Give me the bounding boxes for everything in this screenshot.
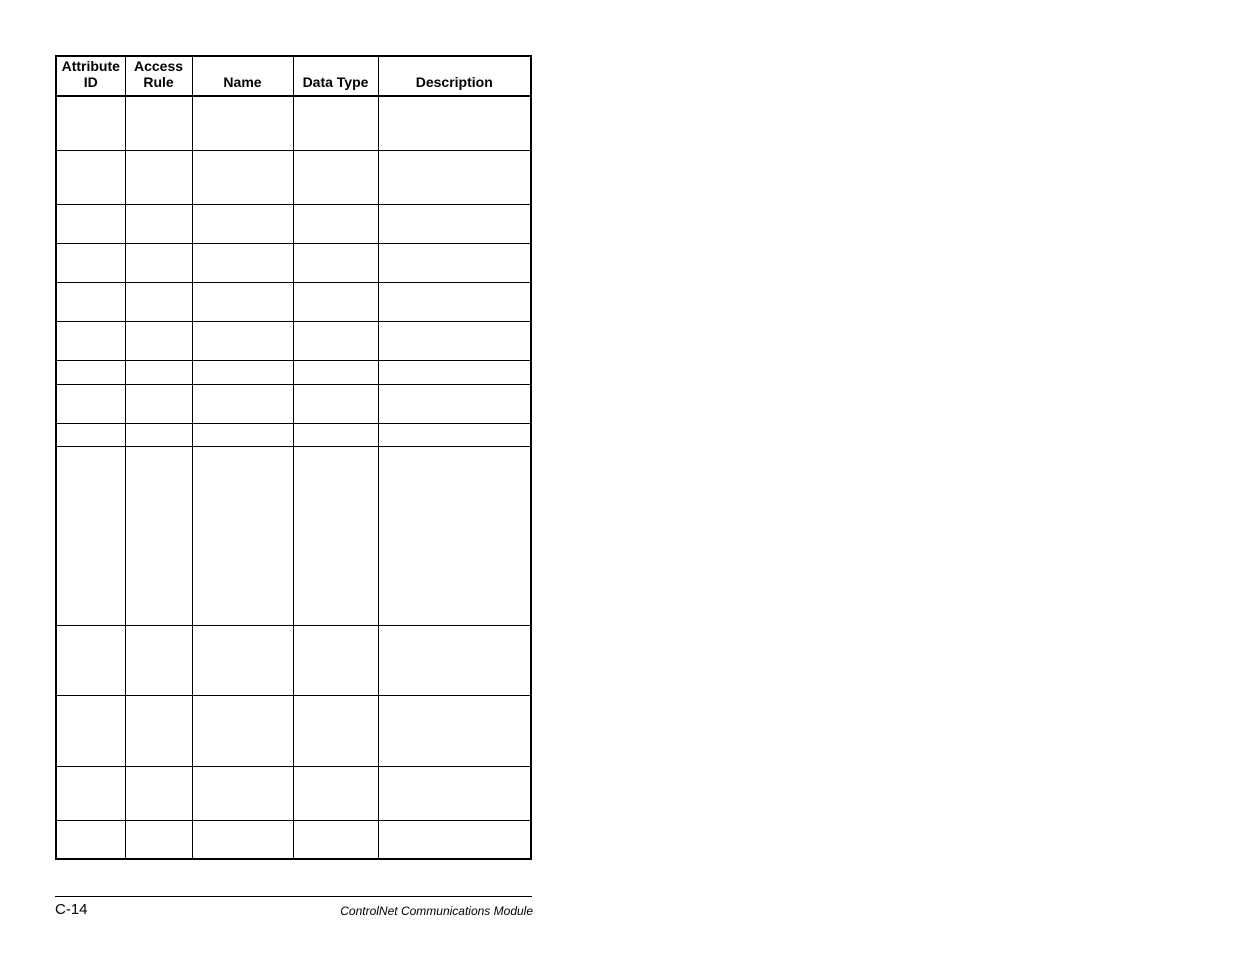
cell-attribute-id bbox=[56, 766, 125, 820]
footer-rule bbox=[55, 896, 532, 897]
cell-access-rule bbox=[125, 360, 192, 384]
table-row bbox=[56, 446, 531, 625]
cell-attribute-id bbox=[56, 360, 125, 384]
cell-name bbox=[192, 446, 293, 625]
cell-attribute-id bbox=[56, 282, 125, 321]
cell-data-type bbox=[293, 446, 378, 625]
table-row bbox=[56, 96, 531, 150]
cell-attribute-id bbox=[56, 820, 125, 859]
table-row bbox=[56, 243, 531, 282]
cell-attribute-id bbox=[56, 243, 125, 282]
cell-access-rule bbox=[125, 423, 192, 446]
table-row bbox=[56, 625, 531, 695]
cell-access-rule bbox=[125, 446, 192, 625]
cell-data-type bbox=[293, 321, 378, 360]
table-body bbox=[56, 96, 531, 859]
attribute-table bbox=[55, 55, 532, 860]
header-attribute-id-line2: ID bbox=[83, 74, 98, 90]
cell-access-rule bbox=[125, 96, 192, 150]
cell-access-rule bbox=[125, 282, 192, 321]
cell-data-type bbox=[293, 384, 378, 423]
table-row bbox=[56, 384, 531, 423]
cell-description bbox=[378, 625, 531, 695]
header-name: Name bbox=[192, 56, 293, 96]
cell-name bbox=[192, 204, 293, 243]
table-row bbox=[56, 820, 531, 859]
header-attribute-id-line1: Attribute bbox=[61, 58, 120, 74]
cell-attribute-id bbox=[56, 625, 125, 695]
cell-attribute-id bbox=[56, 96, 125, 150]
page-number: C-14 bbox=[55, 901, 88, 918]
cell-name bbox=[192, 150, 293, 204]
cell-access-rule bbox=[125, 766, 192, 820]
table-row bbox=[56, 204, 531, 243]
cell-description bbox=[378, 282, 531, 321]
cell-attribute-id bbox=[56, 423, 125, 446]
cell-data-type bbox=[293, 423, 378, 446]
cell-name bbox=[192, 695, 293, 766]
cell-description bbox=[378, 423, 531, 446]
cell-description bbox=[378, 96, 531, 150]
cell-description bbox=[378, 766, 531, 820]
cell-access-rule bbox=[125, 695, 192, 766]
table-row bbox=[56, 150, 531, 204]
cell-name bbox=[192, 96, 293, 150]
cell-description bbox=[378, 446, 531, 625]
table-row bbox=[56, 282, 531, 321]
cell-attribute-id bbox=[56, 695, 125, 766]
cell-description bbox=[378, 820, 531, 859]
cell-data-type bbox=[293, 360, 378, 384]
cell-access-rule bbox=[125, 820, 192, 859]
cell-access-rule bbox=[125, 321, 192, 360]
table-row bbox=[56, 360, 531, 384]
cell-description bbox=[378, 150, 531, 204]
cell-data-type bbox=[293, 204, 378, 243]
cell-name bbox=[192, 243, 293, 282]
cell-data-type bbox=[293, 625, 378, 695]
table-row bbox=[56, 766, 531, 820]
cell-access-rule bbox=[125, 625, 192, 695]
cell-name bbox=[192, 384, 293, 423]
cell-name bbox=[192, 321, 293, 360]
header-access-rule-line1: Access bbox=[133, 58, 184, 74]
footer-document-title: ControlNet Communications Module bbox=[340, 904, 533, 918]
header-description: Description bbox=[378, 56, 531, 96]
cell-name bbox=[192, 766, 293, 820]
cell-name bbox=[192, 423, 293, 446]
header-access-rule-line2: Rule bbox=[143, 74, 174, 90]
table-row bbox=[56, 695, 531, 766]
cell-access-rule bbox=[125, 150, 192, 204]
cell-description bbox=[378, 204, 531, 243]
cell-data-type bbox=[293, 766, 378, 820]
cell-description bbox=[378, 384, 531, 423]
cell-description bbox=[378, 321, 531, 360]
table-row bbox=[56, 423, 531, 446]
cell-name bbox=[192, 820, 293, 859]
cell-data-type bbox=[293, 150, 378, 204]
cell-access-rule bbox=[125, 384, 192, 423]
cell-name bbox=[192, 360, 293, 384]
cell-description bbox=[378, 695, 531, 766]
table-header-row bbox=[56, 56, 531, 96]
header-access-rule bbox=[125, 56, 192, 96]
cell-data-type bbox=[293, 96, 378, 150]
cell-description bbox=[378, 360, 531, 384]
cell-description bbox=[378, 243, 531, 282]
cell-name bbox=[192, 282, 293, 321]
cell-data-type bbox=[293, 243, 378, 282]
header-data-type: Data Type bbox=[293, 56, 378, 96]
cell-data-type bbox=[293, 820, 378, 859]
cell-attribute-id bbox=[56, 446, 125, 625]
cell-attribute-id bbox=[56, 384, 125, 423]
header-attribute-id bbox=[56, 56, 125, 96]
cell-attribute-id bbox=[56, 204, 125, 243]
cell-data-type bbox=[293, 282, 378, 321]
cell-data-type bbox=[293, 695, 378, 766]
cell-name bbox=[192, 625, 293, 695]
table-row bbox=[56, 321, 531, 360]
cell-access-rule bbox=[125, 204, 192, 243]
cell-attribute-id bbox=[56, 150, 125, 204]
cell-access-rule bbox=[125, 243, 192, 282]
cell-attribute-id bbox=[56, 321, 125, 360]
